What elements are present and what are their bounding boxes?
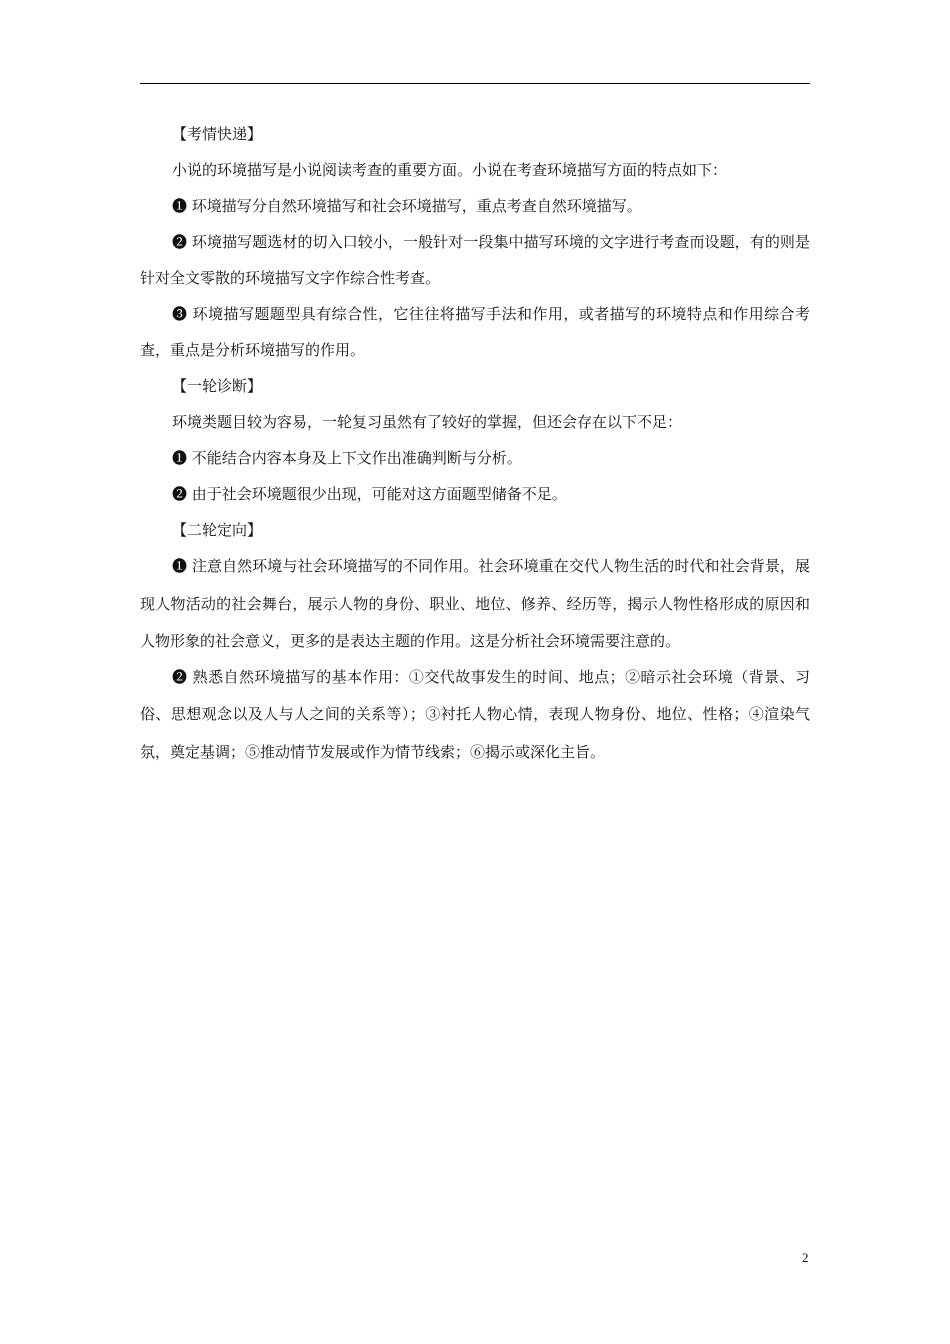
section-intro-exam-info: 小说的环境描写是小说阅读考查的重要方面。小说在考查环境描写方面的特点如下： — [172, 161, 728, 179]
second-round-point-2: ❷ 熟悉自然环境描写的基本作用：①交代故事发生的时间、地点；②暗示社会环境（背景、习俗、思想观念以及人与人之间的关系等）；③衬托人物心情，表现人物身份、地位、性格；④渲染气氛，奠定基调；⑤推动情节发展或作为情节线索；⑥揭示或深化主旨。 — [140, 667, 810, 761]
first-round-point-1: ❶ 不能结合内容本身及上下文作出准确判断与分析。 — [172, 449, 522, 467]
header-rule — [140, 83, 810, 84]
page-content — [140, 124, 810, 777]
exam-info-point-3: ❸ 环境描写题题型具有综合性，它往往将描写手法和作用，或者描写的环境特点和作用综合考查，重点是分析环境描写的作用。 — [140, 305, 810, 359]
exam-info-point-2: ❷ 环境描写题选材的切入口较小，一般针对一段集中描写环境的文字进行考查而设题，有的则是针对全文零散的环境描写文字作综合性考查。 — [140, 233, 810, 287]
section-intro-first-round: 环境类题目较为容易，一轮复习虽然有了较好的掌握，但还会存在以下不足： — [172, 413, 683, 431]
exam-info-point-1: ❶ 环境描写分自然环境描写和社会环境描写，重点考查自然环境描写。 — [172, 197, 642, 215]
section-heading-first-round: 【一轮诊断】 — [172, 377, 263, 395]
second-round-point-1: ❶ 注意自然环境与社会环境描写的不同作用。社会环境重在交代人物生活的时代和社会背景，展现人物活动的社会舞台，展示人物的身份、职业、地位、修养、经历等，揭示人物性格形成的原因和人物形象的社会意义，更多的是表达主题的作用。这是分析社会环境需要注意的。 — [140, 557, 810, 650]
section-heading-exam-info: 【考情快递】 — [172, 125, 263, 143]
section-heading-second-round: 【二轮定向】 — [172, 521, 263, 539]
first-round-point-2: ❷ 由于社会环境题很少出现，可能对这方面题型储备不足。 — [172, 485, 567, 503]
page-number: 2 — [802, 1250, 809, 1265]
